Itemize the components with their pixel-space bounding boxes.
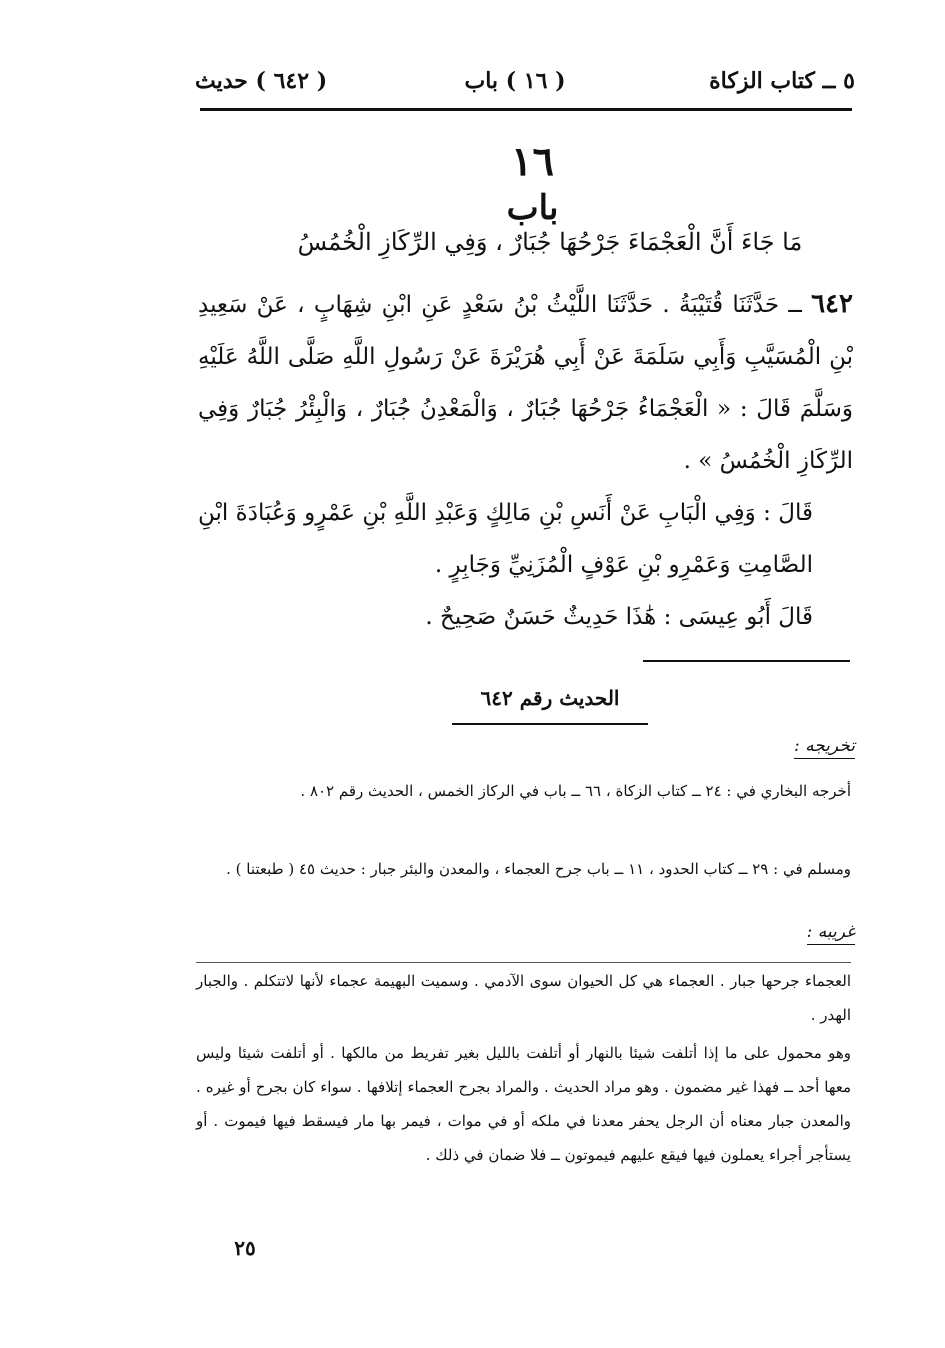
bab-note: قَالَ : وَفِي الْبَابِ عَنْ أَنَسِ بْنِ مَالِكٍ وَعَبْدِ اللَّهِ بْنِ عَمْرٍو وَعُبَادَةَ ابْنِ الصَّامِتِ وَعَمْرِو بْنِ عَوْفٍ الْمُزَنِيِّ وَجَابِرٍ . [198, 500, 813, 578]
header-chapter: ( ١٦ ) باب [464, 68, 566, 94]
gharib-heading [807, 922, 855, 945]
takhrij-heading-underline [794, 758, 855, 759]
chapter-title: مَا جَاءَ أَنَّ الْعَجْمَاءَ جَرْحُهَا جُبَارٌ ، وَفِي الرِّكَازِ الْخُمُسُ [297, 228, 803, 256]
chapter-number: ١٦ [511, 138, 554, 185]
footnote-text: وهو محمول على ما إذا أتلفت شيئا بالنهار أو أتلفت بالليل بغير تفريط من مالكها . أو أتلفت شيئا وليس معها أحد ــ فهذا غير مضمون . وهو مراد الحديث . والمراد بجرح العجماء إتلافها . سواء كان بجرح أو غيره . والمعدن جبار معناه أن الرجل يحفر معدنا في ملكه أو في موات ، فيمر بها مار فيسقط فيها فيموت . أو يستأجر أجراء يعملون فيها فيقع عليهم فيموتون ــ فلا ضمان في ذلك . [196, 1044, 851, 1164]
hadith-paragraph [198, 278, 853, 487]
takhrij-bukhari [196, 774, 851, 808]
footnote-text: أخرجه البخاري في : ٢٤ ــ كتاب الزكاة ، ٦٦ ــ باب في الركاز الخمس ، الحديث رقم ٨٠٢ . [300, 782, 851, 800]
commentary-title-underline [452, 723, 648, 725]
hadith-grade: قَالَ أَبُو عِيسَى : هَٰذَا حَدِيثٌ حَسَنٌ صَحِيحٌ . [425, 604, 813, 630]
chapter-label: باب [506, 188, 559, 228]
footnote-text: العجماء جرحها جبار . العجماء هي كل الحيوان سوى الآدمي . وسميت البهيمة عجماء لأنها لاتتكلم . والجبار الهدر . [196, 972, 851, 1024]
gharib-heading-underline [807, 944, 855, 945]
gharib-heading-text: غريبه : [806, 922, 855, 942]
takhrij-heading [794, 736, 855, 759]
footnote-text: ومسلم في : ٢٩ ــ كتاب الحدود ، ١١ ــ باب جرح العجماء ، والمعدن والبئر جبار : حديث ٤٥ ( طبعتنا ) . [226, 860, 851, 878]
page-number: ٢٥ [234, 1236, 256, 1260]
header-divider [200, 108, 852, 111]
commentary-title: الحديث رقم ٦٤٢ [480, 686, 620, 710]
takhrij-heading-text: تخريجه : [793, 736, 855, 756]
header-book-title: ٥ ــ كتاب الزكاة [709, 68, 855, 94]
header-hadith-number: ( ٦٤٢ ) حديث [195, 68, 328, 94]
takhrij-muslim [196, 852, 851, 886]
running-header [195, 62, 855, 108]
text-end-divider [643, 660, 850, 662]
hadith-number: ٦٤٢ [811, 289, 853, 319]
gharib-explanation [196, 1036, 851, 1172]
gharib-definition [196, 964, 851, 1032]
gharib-divider [196, 962, 851, 963]
hadith-body [198, 278, 853, 643]
hadith-text: ــ حَدَّثَنَا قُتَيْبَةُ . حَدَّثَنَا اللَّيْثُ بْنُ سَعْدٍ عَنِ ابْنِ شِهَابٍ ، عَنْ سَعِيدِ بْنِ الْمُسَيَّبِ وَأَبِي سَلَمَةَ عَنْ أَبِي هُرَيْرَةَ عَنْ رَسُولِ اللَّهِ صَلَّى اللَّهُ عَلَيْهِ وَسَلَّمَ قَالَ : « الْعَجْمَاءُ جَرْحُهَا جُبَارٌ ، وَالْمَعْدِنُ جُبَارٌ ، وَالْبِئْرُ جُبَارٌ وَفِي الرِّكَازِ الْخُمُسُ » . [198, 292, 853, 474]
